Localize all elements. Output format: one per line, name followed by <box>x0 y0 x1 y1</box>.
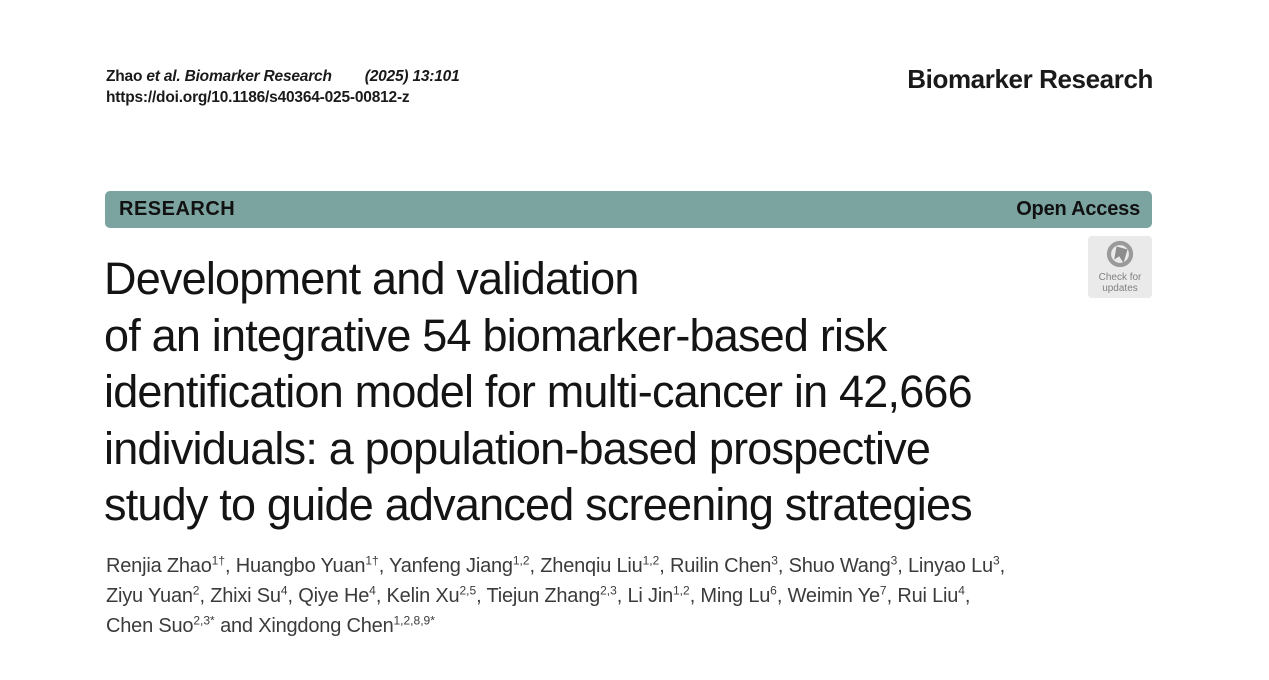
citation-line <box>106 66 460 87</box>
title-line: individuals: a population-based prospective <box>104 422 931 474</box>
open-access-label: Open Access <box>1016 198 1140 220</box>
author-line: Renjia Zhao$^{1\dagger}$, Huangbo Yuan$^{1\dagger}$, Yanfeng Jiang$^{1,2}$, Zhenqiu Liu$^{1,2}$, Ruilin Chen$^3$, Shuo Wang$^3$, Linyao Lu$^3$, <box>106 553 1005 577</box>
author-line: Chen Suo$^{2,3*}$ and Xingdong Chen$^{1,2,8,9*}$ <box>106 613 435 637</box>
article-type-banner <box>105 191 1152 228</box>
title-line: identification model for multi-cancer in 42,666 <box>104 366 972 417</box>
article-title <box>104 251 1164 534</box>
author-list <box>106 551 1166 641</box>
citation-issue: (2025) 13:101 <box>364 68 460 85</box>
title-line: study to guide advanced screening strategies <box>104 479 972 530</box>
title-line: Development and validation <box>104 253 639 304</box>
doi-link[interactable]: https://doi.org/10.1186/s40364-025-00812-z <box>106 89 410 106</box>
author-line: Ziyu Yuan$^2$, Zhixi Su$^4$, Qiye He$^4$, Kelin Xu$^{2,5}$, Tiejun Zhang$^{2,3}$, Li Jin$^{1,2}$, Ming Lu$^6$, Weimin Ye$^7$, Rui Liu$^4$, <box>106 583 971 607</box>
citation-journal-italic: et al. Biomarker Research <box>146 68 332 85</box>
citation-lead-author: Zhao <box>106 68 147 85</box>
journal-name: Biomarker Research <box>907 64 1153 94</box>
title-line: of an integrative 54 biomarker-based risk <box>104 309 887 361</box>
citation <box>106 66 460 108</box>
check-for-updates-label: Check for updates <box>1098 272 1142 294</box>
research-label: RESEARCH <box>119 198 236 220</box>
